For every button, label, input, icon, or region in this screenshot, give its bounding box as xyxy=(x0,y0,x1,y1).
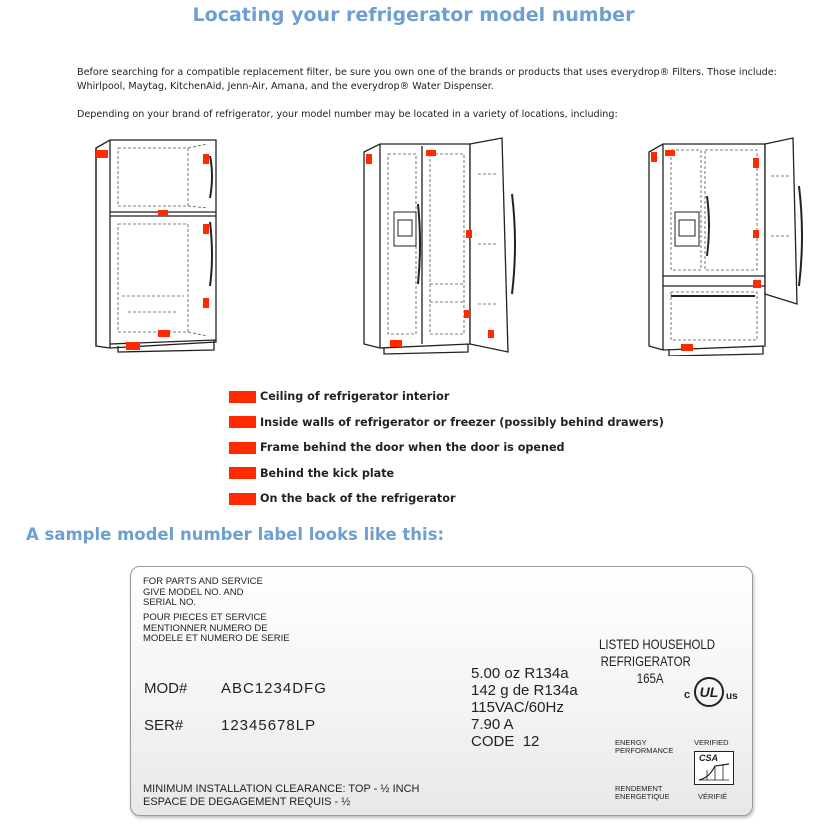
label-line: LISTED HOUSEHOLD xyxy=(599,636,716,652)
spec-line: 142 g de R134a xyxy=(471,682,578,699)
legend-item xyxy=(229,410,664,436)
side-by-side-refrigerator-illustration xyxy=(360,134,520,358)
marker-wall xyxy=(753,280,761,288)
label-line: ESPACE DE DEGAGEMENT REQUIS - ½ xyxy=(143,796,351,808)
legend-swatch xyxy=(229,416,256,428)
label-line: RENDEMENT xyxy=(615,784,663,793)
marker-frame xyxy=(203,224,209,234)
page-title: Locating your refrigerator model number xyxy=(192,4,635,26)
top-freezer-refrigerator-illustration xyxy=(88,136,223,354)
marker-wall xyxy=(464,310,470,318)
legend-swatch xyxy=(229,442,256,454)
spec-block xyxy=(471,665,578,750)
marker-frame xyxy=(488,330,494,338)
csa-logo xyxy=(694,751,734,785)
marker-frame xyxy=(753,158,759,168)
service-french xyxy=(143,613,290,645)
label-line: MODELE ET NUMERO DE SERIE xyxy=(143,633,290,644)
code-value: 12 xyxy=(522,733,540,750)
marker-ceiling xyxy=(96,150,108,158)
marker-ceiling xyxy=(665,150,675,156)
marker-frame xyxy=(466,230,472,238)
marker-ceiling xyxy=(651,152,657,162)
legend-swatch xyxy=(229,467,256,479)
label-line: ENERGY xyxy=(615,738,647,747)
csa-graph-icon xyxy=(695,752,733,784)
sample-label-heading: A sample model number label looks like this: xyxy=(26,525,445,544)
marker-kick-plate xyxy=(126,342,140,350)
sample-model-label xyxy=(130,566,753,816)
marker-ceiling xyxy=(426,150,436,156)
ul-mark: UL xyxy=(694,677,724,707)
spec-line: 115VAC/60Hz xyxy=(471,699,564,716)
spec-line: 7.90 A xyxy=(471,716,514,733)
french-door-refrigerator-illustration xyxy=(645,136,805,356)
service-english xyxy=(143,577,263,609)
legend-label: Frame behind the door when the door is opened xyxy=(260,441,565,455)
legend-label: Ceiling of refrigerator interior xyxy=(260,390,450,404)
marker-frame xyxy=(203,154,209,164)
label-line: GIVE MODEL NO. AND xyxy=(143,586,244,598)
intro-paragraph: Before searching for a compatible replacement filter, be sure you own one of the brands or products that uses everydrop® Filters. Those include: Whirlpool, Maytag, KitchenAid, Jenn-Air, Amana, and the everydrop® Water Dispenser. xyxy=(77,67,777,92)
marker-wall xyxy=(203,298,209,308)
legend-label: Inside walls of refrigerator or freezer (possibly behind drawers) xyxy=(260,415,664,429)
location-legend xyxy=(229,384,664,512)
spec-line: 5.00 oz R134a xyxy=(471,665,569,682)
ul-us: us xyxy=(726,691,738,702)
legend-item xyxy=(229,486,664,512)
legend-item xyxy=(229,461,664,487)
rendement-energetique xyxy=(615,785,670,801)
marker-drawer xyxy=(158,330,170,337)
label-line: MINIMUM INSTALLATION CLEARANCE: TOP - ½ INCH xyxy=(143,783,420,795)
code-label: CODE xyxy=(471,733,515,750)
marker-wall xyxy=(158,210,168,216)
label-line: PERFORMANCE xyxy=(615,746,674,755)
energy-performance xyxy=(615,739,673,755)
label-line: 165A xyxy=(636,670,664,686)
mod-label: MOD# xyxy=(144,680,188,697)
label-line: POUR PIECES ET SERVICE xyxy=(143,612,267,623)
serial-number: 12345678LP xyxy=(221,717,317,734)
verified-text: VERIFIED xyxy=(694,738,729,747)
label-line: ENERGETIQUE xyxy=(615,792,670,801)
model-number: ABC1234DFG xyxy=(221,680,327,697)
csa-mark: CSA xyxy=(699,753,719,763)
label-line: SERIAL NO. xyxy=(143,597,196,608)
label-line: MENTIONNER NUMERO DE xyxy=(143,622,268,634)
marker-frame xyxy=(753,230,759,238)
legend-swatch xyxy=(229,391,256,403)
legend-item xyxy=(229,384,664,410)
locations-paragraph: Depending on your brand of refrigerator, your model number may be located in a variety of locations, including: xyxy=(77,109,618,120)
marker-kick-plate xyxy=(390,340,402,347)
legend-label: On the back of the refrigerator xyxy=(260,492,456,506)
legend-label: Behind the kick plate xyxy=(260,466,395,480)
marker-kick-plate xyxy=(681,344,693,351)
legend-swatch xyxy=(229,493,256,505)
verifie-text: VÉRIFIÉ xyxy=(698,792,728,801)
marker-ceiling xyxy=(366,154,372,164)
ser-label: SER# xyxy=(144,717,184,734)
label-line: REFRIGERATOR xyxy=(600,653,691,669)
ul-c: c xyxy=(684,689,691,701)
legend-item xyxy=(229,435,664,461)
clearance-text xyxy=(143,783,419,809)
label-line: FOR PARTS AND SERVICE xyxy=(143,576,263,587)
ul-logo xyxy=(684,677,754,709)
